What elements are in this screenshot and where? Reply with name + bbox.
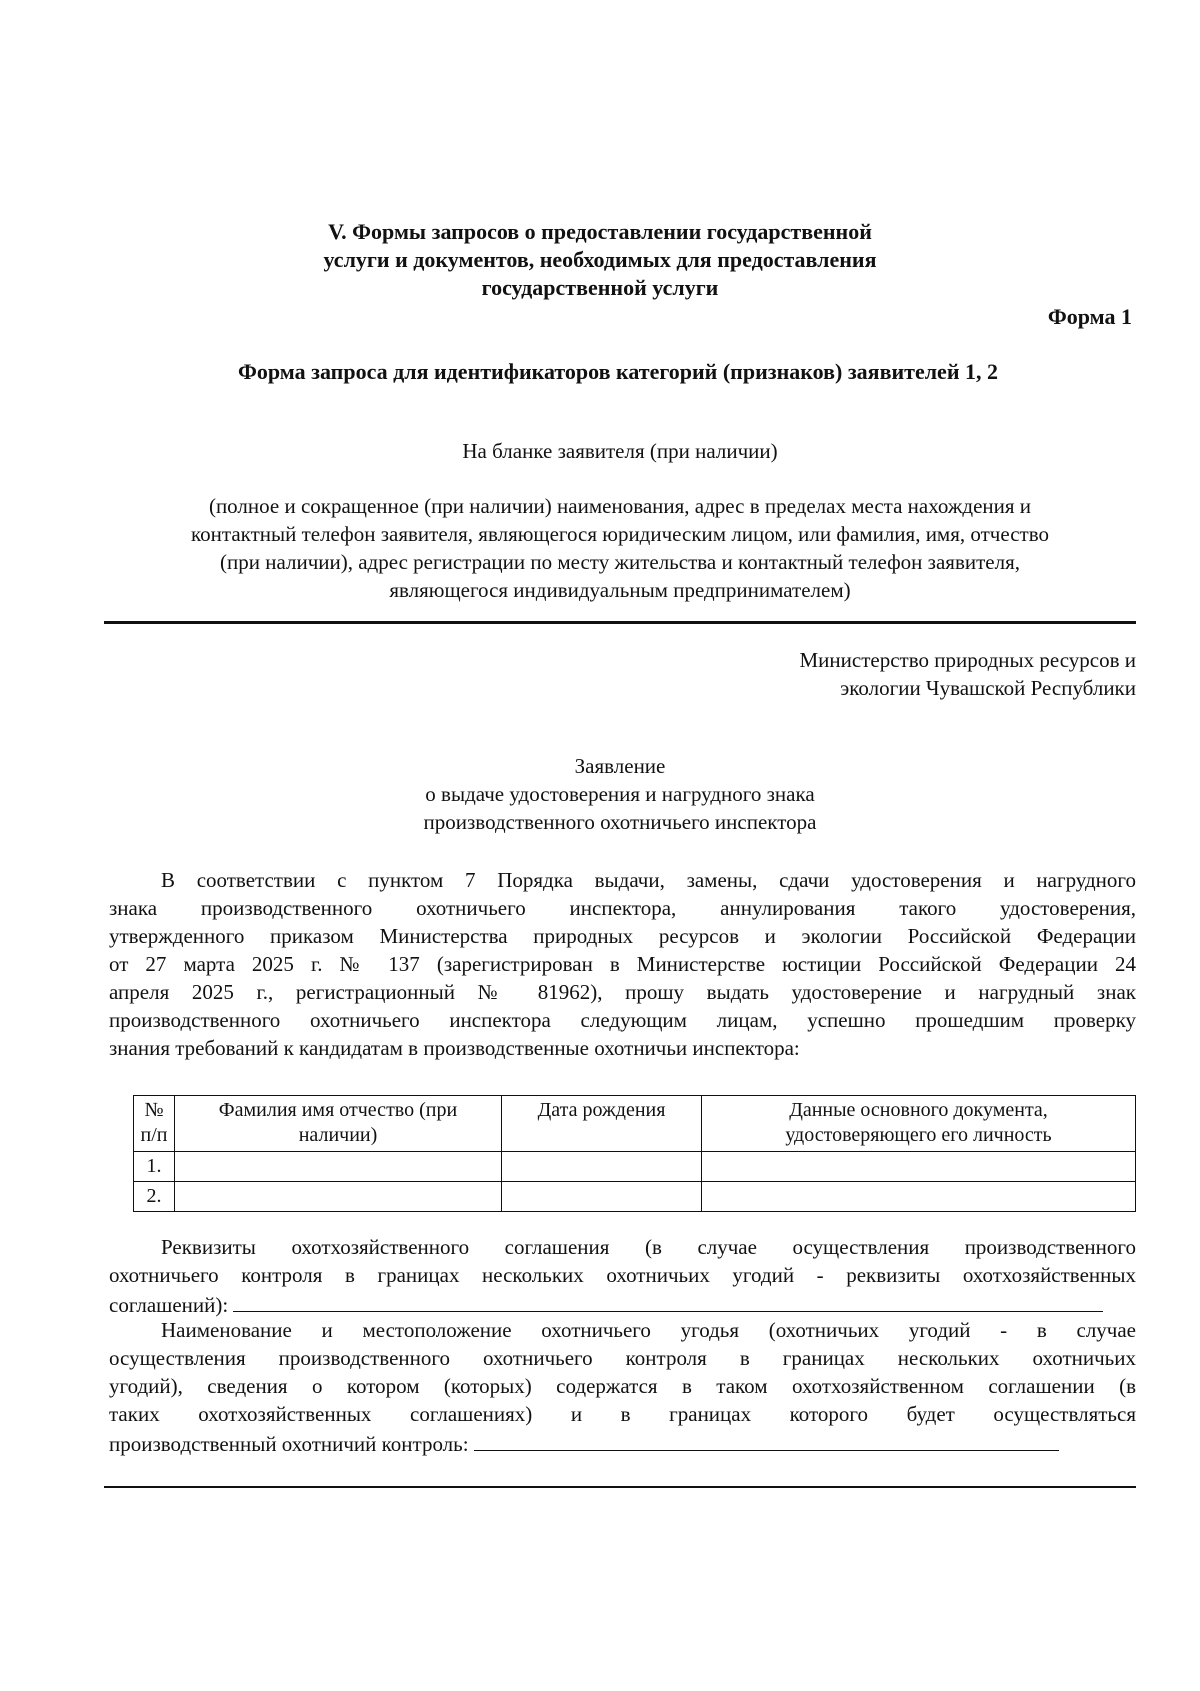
header-text: наличии) <box>298 1124 378 1146</box>
form-heading: Форма запроса для идентификаторов категорий (признаков) заявителей 1, 2 <box>238 359 998 384</box>
ground-line: таких охотхозяйственных соглашениях) и в границах которого будет осуществляться <box>109 1402 1136 1426</box>
statement-title-line: Заявление <box>574 754 666 778</box>
body-line: утвержденного приказом Министерства природных ресурсов и экологии Российской Федерации <box>109 924 1136 948</box>
body-line: знака производственного охотничьего инспектора, аннулирования такого удостоверения, <box>109 896 1136 920</box>
body-line: В соответствии с пунктом 7 Порядка выдачи, замены, сдачи удостоверения и нагрудного <box>161 868 1136 892</box>
letterhead-note: На бланке заявителя (при наличии) <box>462 439 778 463</box>
cell-birth-date[interactable] <box>502 1182 702 1212</box>
statement-title-line: производственного охотничьего инспектора <box>423 810 817 834</box>
ground-line: осуществления производственного охотничьего контроля в границах нескольких охотничьих <box>109 1346 1136 1370</box>
agreement-line: охотничьего контроля в границах нескольких охотничьих угодий - реквизиты охотхозяйственных <box>109 1263 1136 1287</box>
header-birth-date <box>502 1096 702 1152</box>
cell-identity-document[interactable] <box>702 1152 1136 1182</box>
body-line: апреля 2025 г., регистрационный № 81962), прошу выдать удостоверение и нагрудный знак <box>109 980 1136 1004</box>
addressee <box>800 646 1137 702</box>
hunting-ground-paragraph <box>109 1316 1136 1458</box>
ground-label: производственный охотничий контроль: <box>109 1432 469 1456</box>
addressee-line: Министерство природных ресурсов и <box>799 648 1136 672</box>
cell-identity-document[interactable] <box>702 1182 1136 1212</box>
header-text: удостоверяющего его личность <box>785 1124 1052 1146</box>
applicant-description-line: (при наличии), адрес регистрации по месту жительства и контактный телефон заявителя, <box>220 550 1020 574</box>
applicant-divider <box>104 621 1136 624</box>
agreement-fill-line[interactable] <box>233 1289 1103 1312</box>
header-text: № <box>144 1099 164 1121</box>
agreement-paragraph <box>109 1233 1136 1319</box>
section-title-line: услуги и документов, необходимых для предоставления <box>323 247 877 272</box>
header-identity-document <box>702 1096 1136 1152</box>
statement-title <box>0 752 1200 836</box>
ground-fill-line-extra[interactable] <box>104 1486 1136 1488</box>
ground-fill-line[interactable] <box>474 1428 1059 1451</box>
applicant-description-line: являющегося индивидуальным предпринимателем) <box>389 578 851 602</box>
header-full-name <box>175 1096 502 1152</box>
cell-full-name[interactable] <box>175 1152 502 1182</box>
table-header-row <box>134 1096 1136 1152</box>
section-title <box>0 218 1200 302</box>
header-text: Фамилия имя отчество (при <box>218 1099 458 1121</box>
statement-title-line: о выдаче удостоверения и нагрудного знака <box>425 782 815 806</box>
body-line: знания требований к кандидатам в производственные охотничьи инспектора: <box>109 1036 800 1060</box>
header-text: п/п <box>140 1124 168 1146</box>
form-label: Форма 1 <box>1047 304 1132 329</box>
cell-full-name[interactable] <box>175 1182 502 1212</box>
header-number <box>134 1096 175 1152</box>
ground-line: угодий), сведения о котором (которых) содержатся в таком охотхозяйственном соглашении (в <box>109 1374 1136 1398</box>
row-number: 2. <box>134 1182 175 1212</box>
agreement-label: соглашений): <box>109 1293 229 1317</box>
ground-line: Наименование и местоположение охотничьего угодья (охотничьих угодий - в случае <box>161 1318 1136 1342</box>
ground-line <box>109 1428 1136 1458</box>
row-number: 1. <box>134 1152 175 1182</box>
section-title-line: государственной услуги <box>481 275 719 300</box>
statement-body <box>109 866 1136 1062</box>
body-line: производственного охотничьего инспектора следующим лицам, успешно прошедшим проверку <box>109 1008 1136 1032</box>
section-title-line: V. Формы запросов о предоставлении государственной <box>328 219 872 244</box>
agreement-line: Реквизиты охотхозяйственного соглашения (в случае осуществления производственного <box>161 1235 1136 1259</box>
applicant-description <box>100 492 1140 604</box>
header-text: Дата рождения <box>537 1099 666 1121</box>
applicant-description-line: (полное и сокращенное (при наличии) наименования, адрес в пределах места нахождения и <box>208 494 1032 518</box>
candidates-table <box>133 1095 1136 1212</box>
table-row <box>134 1152 1136 1182</box>
header-text: Данные основного документа, <box>789 1099 1048 1121</box>
body-line: от 27 марта 2025 г. № 137 (зарегистрирован в Министерстве юстиции Российской Федерации 24 <box>109 952 1136 976</box>
cell-birth-date[interactable] <box>502 1152 702 1182</box>
addressee-line: экологии Чувашской Республики <box>840 676 1136 700</box>
agreement-line <box>109 1289 1136 1319</box>
table-row <box>134 1182 1136 1212</box>
applicant-description-line: контактный телефон заявителя, являющегося юридическим лицом, или фамилия, имя, отчество <box>191 522 1049 546</box>
